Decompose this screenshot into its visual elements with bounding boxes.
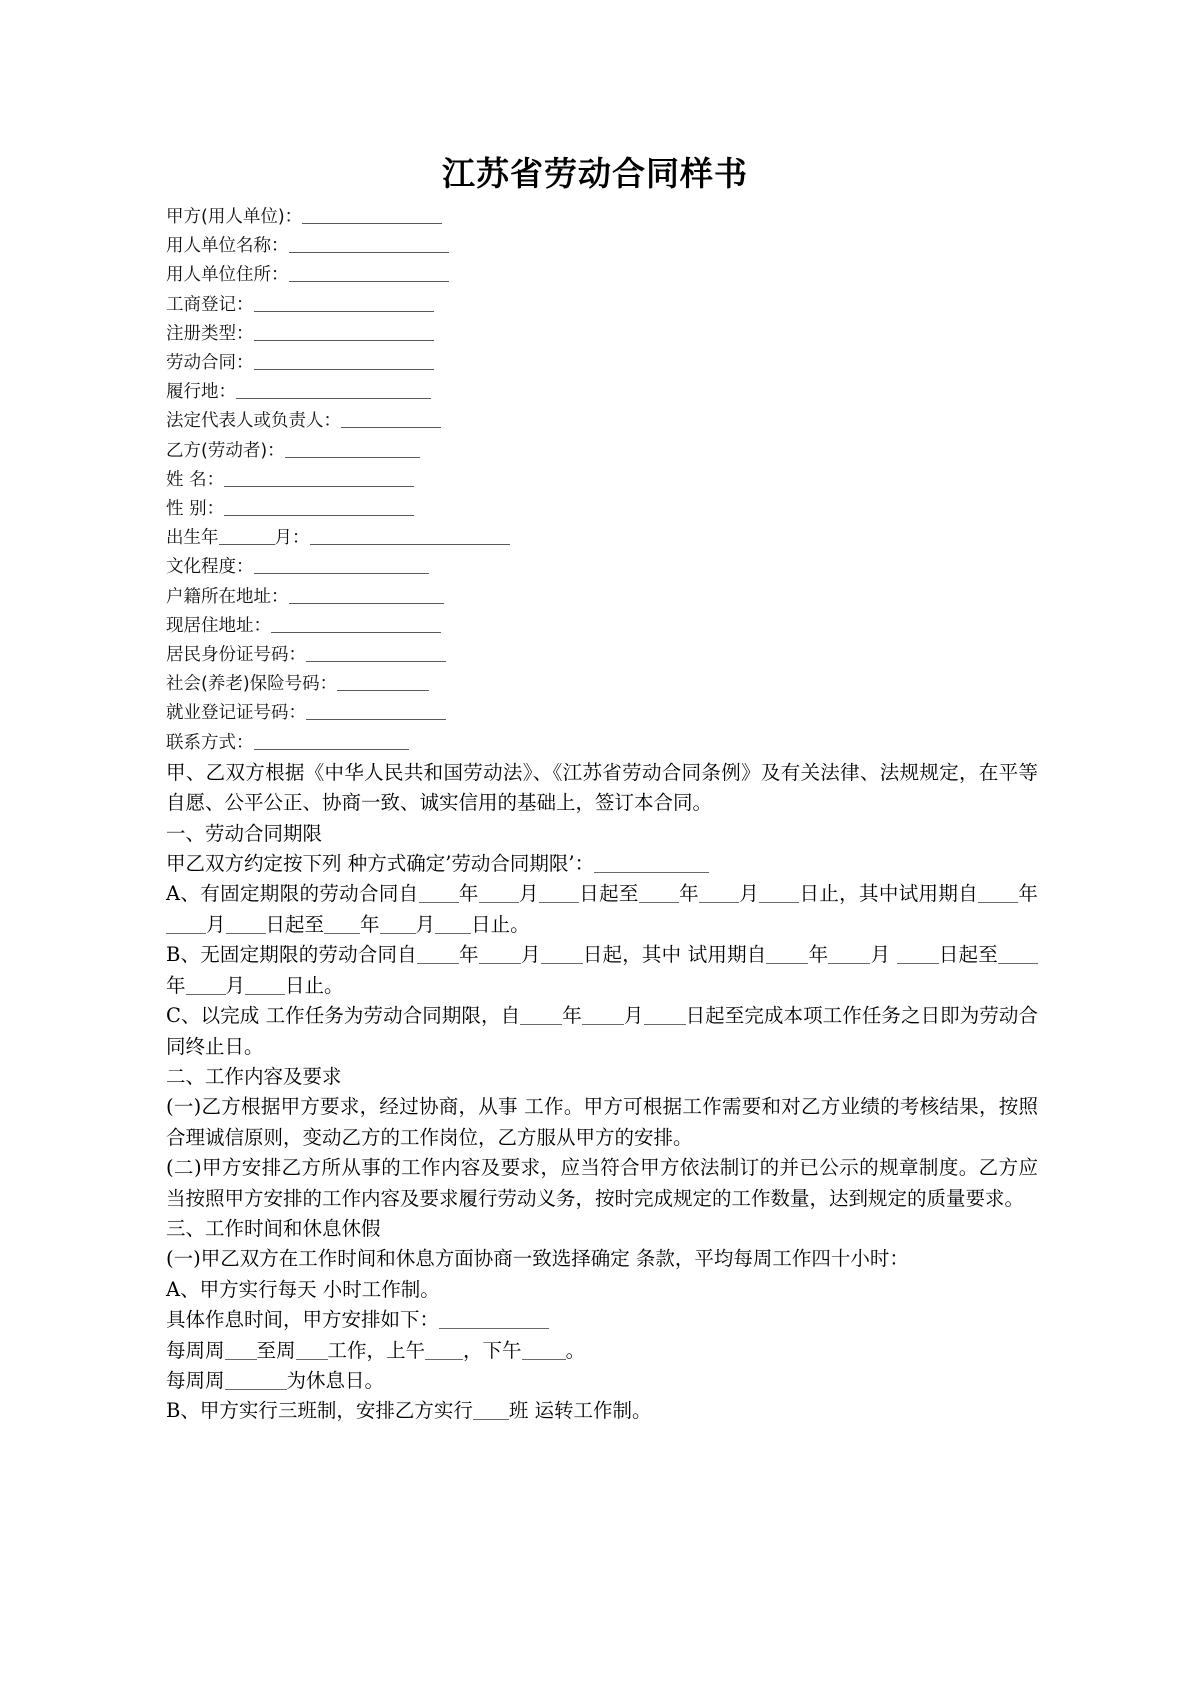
inline-blank[interactable] [897,943,939,964]
clause-text: 日起至 [938,943,998,967]
clause-text: 年 [458,882,479,906]
inline-blank[interactable] [380,913,416,934]
party-b-field-row [166,670,1038,699]
clause-text: A、有固定期限的劳动合同自 [166,882,419,906]
clause-text: 。 [565,1338,586,1362]
field-blank[interactable] [271,613,441,632]
field-blank[interactable] [289,234,449,253]
field-blank[interactable] [254,321,434,340]
section-clause [166,879,1038,940]
party-b-field-row [166,583,1038,612]
party-b-field-row [166,466,1038,495]
field-label: 就业登记证号码： [166,703,306,724]
section-clause [166,1092,1038,1153]
section-clause [166,940,1038,1001]
inline-blank[interactable] [539,883,579,904]
inline-blank[interactable] [582,1004,624,1025]
field-label: 户籍所在地址： [166,586,289,607]
inline-blank[interactable] [473,1400,509,1421]
section-clause [166,1336,1038,1366]
party-b-field-row [166,699,1038,728]
inline-blank[interactable] [226,913,266,934]
field-blank[interactable] [306,701,446,720]
field-blank[interactable] [224,467,414,486]
inline-blank[interactable] [594,852,709,873]
field-blank[interactable] [285,438,420,457]
party-b-field-group [166,437,1038,758]
clause-text: 月 [225,973,246,997]
document-body [166,203,1038,1427]
inline-blank[interactable] [166,913,206,934]
party-a-field-row [166,261,1038,290]
clause-text: 至周 [256,1338,296,1362]
party-a-field-row [166,407,1038,436]
clause-text: 月 [206,912,226,936]
party-a-field-row [166,203,1038,232]
contract-sections [166,819,1038,1427]
clause-text: (一)乙方根据甲方要求，经过协商，从事 工作。甲方可根据工作需要和对乙方业绩的考核结果，按照合理诚信原则，变动乙方的工作岗位，乙方服从甲方的安排。 [166,1095,1038,1149]
inline-blank[interactable] [520,1004,562,1025]
clause-text: 年 [360,912,380,936]
clause-text: 年 [166,973,186,997]
section-clause [166,1275,1038,1305]
party-a-field-row [166,291,1038,320]
section-clause [166,1366,1038,1396]
field-blank[interactable] [219,526,275,545]
section-clause [166,1305,1038,1335]
clause-text: (二)甲方安排乙方所从事的工作内容及要求，应当符合甲方依法制订的并已公示的规章制度。乙方应当按照甲方安排的工作内容及要求履行劳动义务，按时完成规定的工作数量，达到规定的质量要求。 [166,1156,1038,1210]
clause-text: 每周周 [166,1368,225,1392]
party-a-field-row [166,320,1038,349]
clause-text: 日止。 [471,912,530,936]
clause-text: 日起至 [265,912,325,936]
inline-blank[interactable] [998,943,1038,964]
party-b-field-row [166,612,1038,641]
inline-blank[interactable] [978,883,1018,904]
field-label: 出生年 [166,528,219,549]
field-label: 性 别： [166,499,225,520]
field-blank[interactable] [289,263,449,282]
section-clause [166,849,1038,879]
section-clause [166,1153,1038,1214]
clause-text: 日起至完成本项工作任务之日即为劳动合同终止日。 [166,1004,1038,1058]
preamble-paragraph [166,758,1038,819]
field-label: 乙方(劳动者)： [166,440,285,461]
clause-text: 日起，其中 试用期自 [582,943,767,967]
party-b-field-row [166,641,1038,670]
inline-blank[interactable] [541,943,583,964]
clause-text: A、甲方实行每天 小时工作制。 [166,1277,440,1301]
inline-blank[interactable] [439,1308,549,1329]
field-label: 用人单位名称： [166,236,289,257]
clause-text: B、甲方实行三班制，安排乙方实行 [166,1399,473,1423]
party-b-field-row [166,495,1038,524]
clause-text: 月 [415,912,436,936]
field-blank[interactable] [254,555,429,574]
party-b-field-row [166,729,1038,758]
party-a-field-row [166,232,1038,261]
inline-blank[interactable] [324,913,360,934]
field-label: 注册类型： [166,323,254,344]
inline-blank[interactable] [296,1339,328,1360]
field-label: 工商登记： [166,294,254,315]
field-label: 现居住地址： [166,615,271,636]
clause-text: 每周周 [166,1338,225,1362]
field-label: 法定代表人或负责人： [166,411,341,432]
field-blank[interactable] [254,730,409,749]
inline-blank[interactable] [479,943,521,964]
inline-blank[interactable] [699,883,739,904]
inline-blank[interactable] [766,943,808,964]
clause-text: 月 [738,882,760,906]
section-heading: 二、工作内容及要求 [166,1064,342,1088]
inline-blank[interactable] [419,883,459,904]
party-a-field-group [166,203,1038,437]
clause-text: 年 [562,1004,582,1028]
clause-text: 班 运转工作制。 [508,1399,652,1423]
field-label: 文化程度： [166,557,254,578]
party-b-field-row [166,437,1038,466]
clause-text: 月 [518,882,539,906]
party-b-field-row [166,553,1038,582]
clause-text: 工作，上午 [327,1338,426,1362]
inline-blank[interactable] [225,1369,287,1390]
field-blank[interactable] [310,526,510,545]
inline-blank[interactable] [479,883,519,904]
field-label: 履行地： [166,382,236,403]
field-label: 姓 名： [166,469,225,490]
section-clause [166,1396,1038,1426]
field-label: 用人单位住所： [166,265,289,286]
party-a-field-row [166,349,1038,378]
clause-text: ，下午 [463,1338,522,1362]
field-blank[interactable] [254,351,434,370]
inline-blank[interactable] [639,883,679,904]
page-title: 江苏省劳动合同样书 [442,154,748,193]
clause-text: 日起至 [578,882,639,906]
section-heading: 三、工作时间和休息休假 [166,1216,381,1240]
field-blank[interactable] [289,584,444,603]
clause-text: 年 [458,943,479,967]
field-label-secondary: 月： [274,528,310,549]
field-blank[interactable] [224,497,414,516]
field-label: 联系方式： [166,732,254,753]
clause-text: 年 [1018,882,1038,906]
clause-text: 年 [808,943,829,967]
clause-text: 月 [870,943,897,967]
field-label: 劳动合同： [166,353,254,374]
field-blank[interactable] [337,672,429,691]
field-label: 居民身份证号码： [166,645,306,666]
section-heading: 一、劳动合同期限 [166,821,323,845]
preamble-text: 甲、乙双方根据《中华人民共和国劳动法》、《江苏省劳动合同条例》及有关法律、法规规定，在平等自愿、公平公正、协商一致、诚实信用的基础上，签订本合同。 [166,760,1038,815]
party-b-field-row [166,524,1038,553]
party-a-field-row [166,378,1038,407]
inline-blank[interactable] [522,1339,566,1360]
inline-blank[interactable] [425,1339,463,1360]
section-clause [166,1001,1038,1062]
clause-text: 月 [623,1004,644,1028]
inline-blank[interactable] [644,1004,686,1025]
inline-blank[interactable] [417,943,459,964]
clause-text: (一)甲乙双方在工作时间和休息方面协商一致选择确定 条款，平均每周工作四十小时： [166,1247,909,1271]
clause-text: 为休息日。 [286,1368,385,1392]
field-blank[interactable] [302,205,442,224]
clause-text: 日止。 [285,973,344,997]
field-blank[interactable] [254,292,434,311]
section-clause [166,1244,1038,1274]
inline-blank[interactable] [225,1339,257,1360]
clause-text: C、以完成 工作任务为劳动合同期限，自 [166,1004,521,1028]
clause-text: 日止，其中试用期自 [799,882,979,906]
clause-text: B、无固定期限的劳动合同自 [166,943,417,967]
inline-blank[interactable] [759,883,799,904]
field-blank[interactable] [341,409,441,428]
field-label: 社会(养老)保险号码： [166,674,338,695]
clause-text: 年 [678,882,699,906]
inline-blank[interactable] [186,974,226,995]
inline-blank[interactable] [828,943,870,964]
clause-text: 月 [520,943,541,967]
field-blank[interactable] [306,643,446,662]
inline-blank[interactable] [435,913,471,934]
field-blank[interactable] [236,380,431,399]
clause-text: 具体作息时间，甲方安排如下： [166,1308,440,1332]
clause-text: 甲乙双方约定按下列 种方式确定’劳动合同期限’： [166,852,595,876]
field-label: 甲方(用人单位)： [166,207,303,227]
inline-blank[interactable] [245,974,285,995]
